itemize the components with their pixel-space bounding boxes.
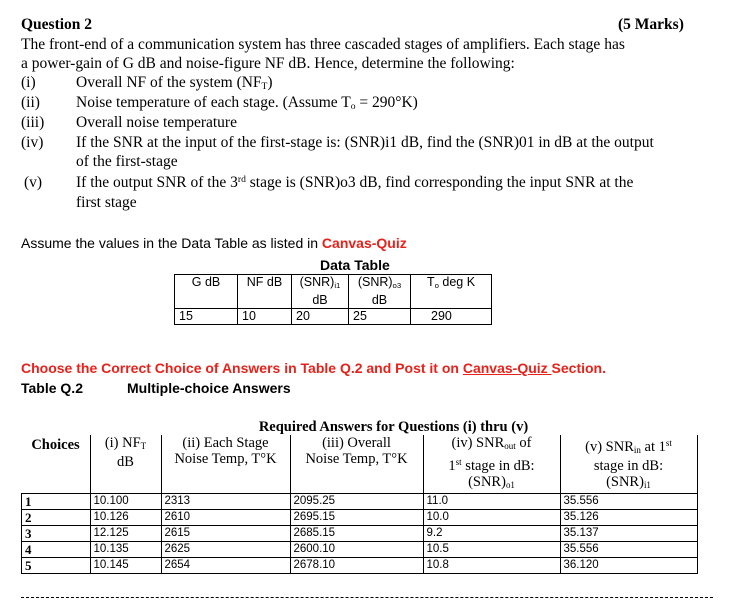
answer-table <box>21 419 698 574</box>
dashed-divider <box>21 597 713 598</box>
data-table-title: Data Table <box>320 257 390 273</box>
intro-line-1: The front-end of a communication system has three cascaded stages of amplifiers. Each stage has <box>21 36 625 53</box>
item-ii-num: (ii) <box>21 94 40 111</box>
item-iii-num: (iii) <box>21 114 45 131</box>
canvas-quiz-link[interactable]: Canvas-Quiz <box>462 360 552 376</box>
item-v-line-2: first stage <box>76 194 137 211</box>
value-nf-db: 10 <box>238 309 292 325</box>
table-row: 4 10.135 2625 2600.10 10.5 35.556 <box>22 542 698 558</box>
header-nf-t: (i) $NF_T$ dB <box>90 435 161 494</box>
header-stage-noise-temp: (ii) Each Stage Noise Temp, T°K <box>161 435 290 494</box>
choices-header: Choices <box>22 435 91 494</box>
item-iii-text: Overall noise temperature <box>76 114 237 131</box>
header-to-deg-k: $T_o$ deg K <box>411 275 492 309</box>
canvas-quiz-highlight: Canvas-Quiz <box>321 235 407 251</box>
value-snr-o3: 25 <box>349 309 411 325</box>
intro-line-2: a power-gain of G dB and noise-figure NF dB. Hence, determine the following: <box>21 55 515 72</box>
instruction-text: Choose the Correct Choice of Answers in Table Q.2 and Post it on Canvas-Quiz Section. <box>21 360 607 376</box>
table-row: 5 10.145 2654 2678.10 10.8 36.120 <box>22 558 698 574</box>
table-row: 1 10.100 2313 2095.25 11.0 35.556 <box>22 494 698 510</box>
header-overall-noise-temp: (iii) Overall Noise Temp, T°K <box>290 435 423 494</box>
item-ii-text: Noise temperature of each stage. (Assume $T_o = 290^\circ K$) <box>76 94 418 112</box>
header-snr-in: (v) $SNR_{in}$ at 1st stage in dB: $(SNR)_{i1}$ <box>560 435 697 494</box>
table-q2-label: Table Q.2 <box>21 380 83 396</box>
assume-text: Assume the values in the Data Table as listed in Canvas-Quiz <box>21 235 407 251</box>
item-v-num: (v) <box>24 174 43 191</box>
header-snr-i1: $(SNR)_{i1}$ dB <box>292 275 349 309</box>
value-g-db: 15 <box>175 309 238 325</box>
header-snr-o3: $(SNR)_{o3}$ dB <box>349 275 411 309</box>
question-title: Question 2 <box>21 16 93 33</box>
answer-table-title: Required Answers for Questions (i) thru (v) <box>258 419 529 435</box>
item-iv-line-1: If the SNR at the input of the first-stage is: (SNR)i1 dB, find the (SNR)01 in dB at the output <box>76 134 654 151</box>
item-i-num: (i) <box>21 74 36 91</box>
item-iv-num: (iv) <box>21 134 44 151</box>
question-marks: (5 Marks) <box>618 16 684 33</box>
value-snr-i1: 20 <box>292 309 349 325</box>
table-row: 2 10.126 2610 2695.15 10.0 35.126 <box>22 510 698 526</box>
item-iv-line-2: of the first-stage <box>76 153 178 170</box>
header-g-db: G dB <box>175 275 238 309</box>
data-table <box>174 274 492 325</box>
value-to: 290 <box>411 309 492 325</box>
header-nf-db: NF dB <box>238 275 292 309</box>
table-row: 3 12.125 2615 2685.15 9.2 35.137 <box>22 526 698 542</box>
item-i-text: Overall NF of the system $(NF_T)$ <box>76 74 273 92</box>
item-v-line-1: If the output SNR of the 3rd stage is (SNR)o3 dB, find corresponding the input SNR at the <box>76 174 634 191</box>
header-snr-out: (iv) $SNR_{out}$ of 1st stage in dB: $(SNR)_{o1}$ <box>423 435 560 494</box>
table-q2-caption: Multiple-choice Answers <box>127 380 291 396</box>
